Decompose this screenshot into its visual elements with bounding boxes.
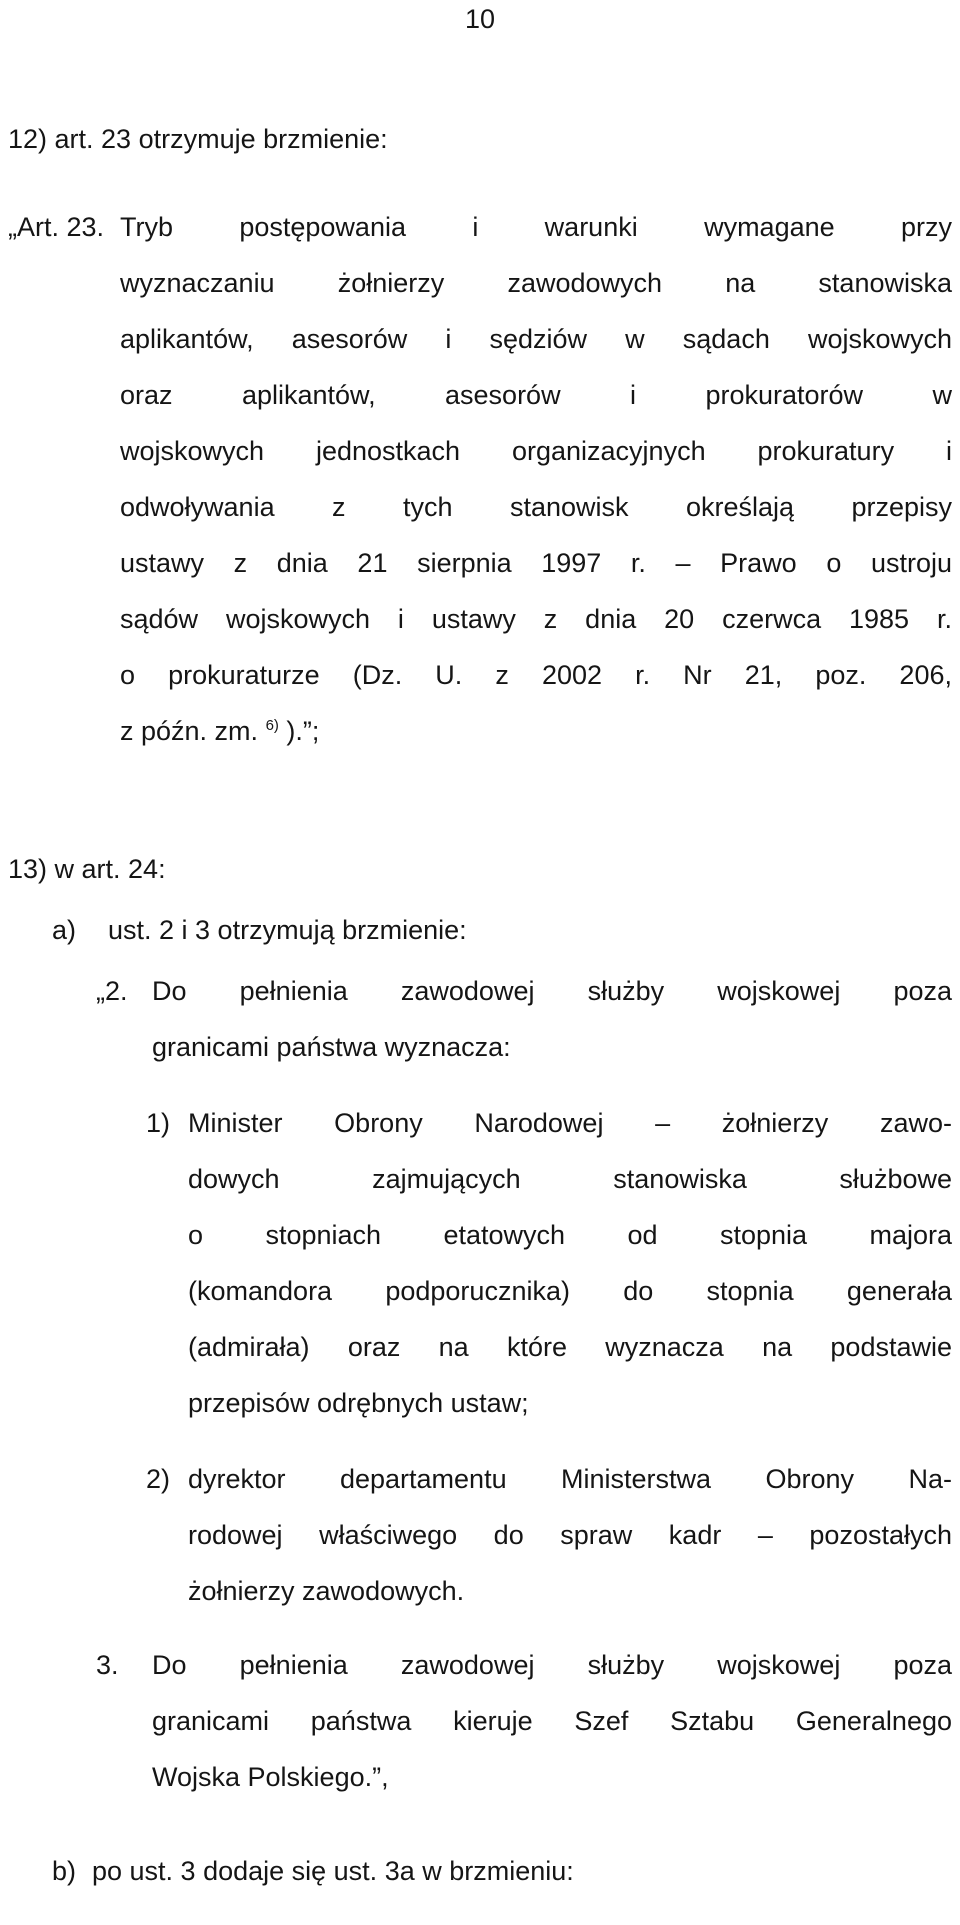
item-13-b-label: b): [52, 1856, 77, 1886]
item-13-intro: 13) w art. 24:: [8, 854, 166, 884]
point-1-line: dowych zajmujących stanowiska służbowe: [188, 1164, 952, 1194]
ust-3-label: 3.: [96, 1650, 119, 1680]
art-23-line: aplikantów, asesorów i sędziów w sądach wojskowych: [120, 324, 952, 354]
point-1-line: Minister Obrony Narodowej – żołnierzy zawo-: [188, 1108, 952, 1138]
art-23-line: o prokuraturze (Dz. U. z 2002 r. Nr 21, poz. 206,: [120, 660, 952, 690]
point-1-line: przepisów odrębnych ustaw;: [188, 1388, 529, 1418]
ust-3-line: granicami państwa kieruje Szef Sztabu Generalnego: [152, 1706, 952, 1736]
item-12-intro: 12) art. 23 otrzymuje brzmienie:: [8, 124, 388, 154]
art-23-line: Tryb postępowania i warunki wymagane przy: [120, 212, 952, 242]
point-1-line: o stopniach etatowych od stopnia majora: [188, 1220, 952, 1250]
art-23-line: wyznaczaniu żołnierzy zawodowych na stanowiska: [120, 268, 952, 298]
ust-3-line: Do pełnienia zawodowej służby wojskowej poza: [152, 1650, 952, 1680]
ust-2-line: Do pełnienia zawodowej służby wojskowej poza: [152, 976, 952, 1006]
ust-2-line: granicami państwa wyznacza:: [152, 1032, 511, 1062]
item-13-b-text: po ust. 3 dodaje się ust. 3a w brzmieniu:: [92, 1856, 574, 1886]
page-number: 10: [464, 4, 496, 34]
point-1-line: (komandora podporucznika) do stopnia generała: [188, 1276, 952, 1306]
art-23-line: odwoływania z tych stanowisk określają przepisy: [120, 492, 952, 522]
footnote-ref: 6): [265, 717, 279, 734]
art-23-label: „Art. 23.: [8, 212, 105, 242]
item-13-a-text: ust. 2 i 3 otrzymują brzmienie:: [108, 915, 467, 945]
art-23-last-line: [120, 716, 319, 747]
point-2-line: rodowej właściwego do spraw kadr – pozostałych: [188, 1520, 952, 1550]
point-2-label: 2): [146, 1464, 171, 1494]
art-23-closing: ).”;: [286, 716, 320, 746]
ust-2-label: „2.: [96, 976, 128, 1006]
art-23-last-text: z późn. zm.: [120, 716, 259, 746]
item-13-a-label: a): [52, 915, 77, 945]
art-23-line: sądów wojskowych i ustawy z dnia 20 czerwca 1985 r.: [120, 604, 952, 634]
art-23-line: oraz aplikantów, asesorów i prokuratorów w: [120, 380, 952, 410]
art-23-line: wojskowych jednostkach organizacyjnych prokuratury i: [120, 436, 952, 466]
point-2-line: żołnierzy zawodowych.: [188, 1576, 465, 1606]
point-1-label: 1): [146, 1108, 171, 1138]
point-2-line: dyrektor departamentu Ministerstwa Obrony Na-: [188, 1464, 952, 1494]
point-1-line: (admirała) oraz na które wyznacza na podstawie: [188, 1332, 952, 1362]
ust-3-line: Wojska Polskiego.”,: [152, 1762, 389, 1792]
art-23-line: ustawy z dnia 21 sierpnia 1997 r. – Prawo o ustroju: [120, 548, 952, 578]
